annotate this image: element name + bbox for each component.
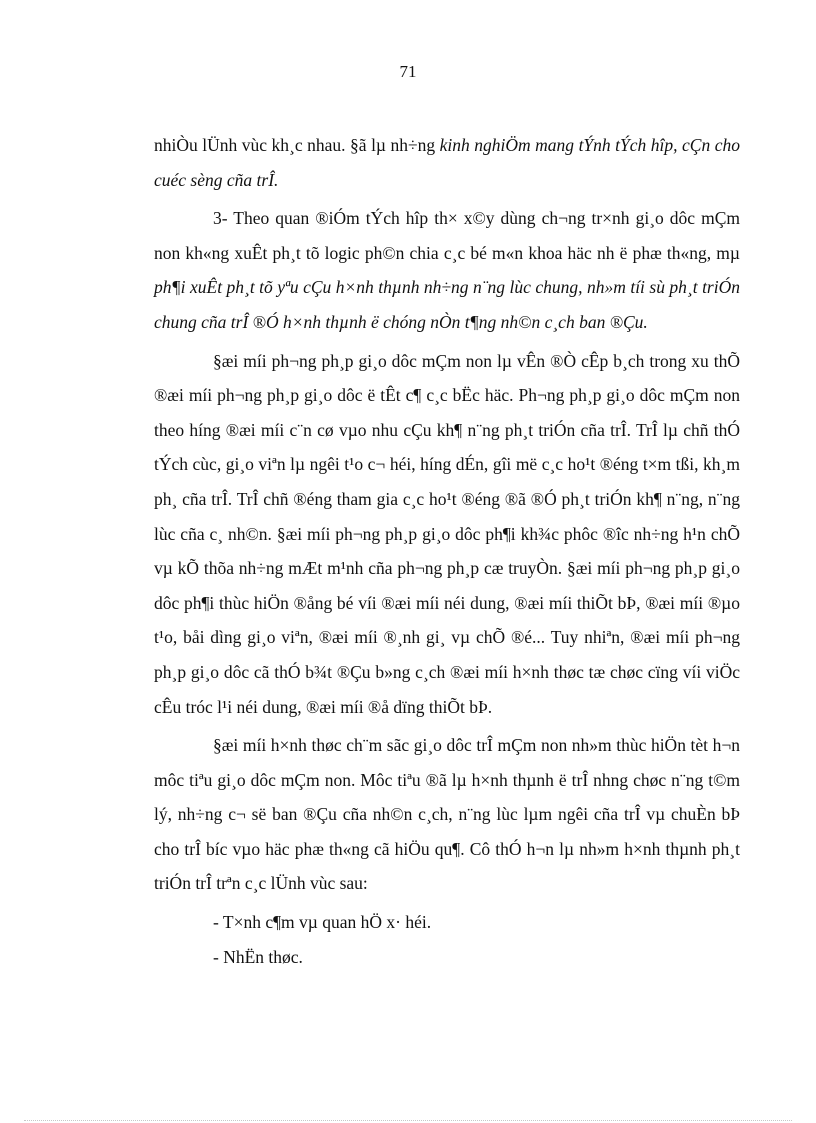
- paragraph-4-text: §æi míi h×nh thøc ch¨m sãc gi¸o dôc trÎ mÇm non nh»m thùc hiÖn tèt h¬n môc tiªu gi¸o dôc mÇm non. Môc tiªu ®ã lµ h×nh thµnh ë trÎ nhng chøc n¨ng t©m lý, nh÷ng c¬ së ban ®Çu cña nh©n c¸ch, n¨ng lùc lµm ngêi cña trÎ vµ chuÈn bÞ cho trÎ bíc vµo häc phæ th«ng cã hiÖu qu¶. Cô thÓ h¬n lµ nh»m h×nh thµnh ph¸t triÓn trÎ trªn c¸c lÜnh vùc sau:: [154, 735, 740, 894]
- paragraph-3-text: §æi míi ph¬ng ph¸p gi¸o dôc mÇm non lµ vÊn ®Ò cÊp b¸ch trong xu thÕ ®æi míi ph¬ng ph¸p gi¸o dôc ë tÊt c¶ c¸c bËc häc. Ph¬ng ph¸p gi¸o dôc mÇm non theo híng ®æi míi c¨n cø vµo nhu cÇu kh¶ n¨ng ph¸t triÓn cña trÎ. TrÎ lµ chñ thÓ tÝch cùc, gi¸o viªn lµ ngêi t¹o c¬ héi, híng dÉn, gîi më c¸c ho¹t ®éng t×m tßi, kh¸m ph¸ cña trÎ. TrÎ chñ ®éng tham gia c¸c ho¹t ®éng ®ã ®Ó ph¸t triÓn kh¶ n¨ng, n¨ng lùc cña c¸ nh©n. §æi míi ph¬ng ph¸p gi¸o dôc ph¶i kh¾c phôc ®îc nh÷ng h¹n chÕ vµ kÕ thõa nh÷ng mÆt m¹nh cña ph¬ng ph¸p cæ truyÒn. §æi míi ph¬ng ph¸p gi¸o dôc ph¶i thùc hiÖn ®ång bé víi ®æi míi néi dung, ®æi míi thiÕt bÞ, ®æi míi ®µo t¹o, båi dìng gi¸o viªn, ®æi míi ®¸nh gi¸ vµ chÕ ®é... Tuy nhiªn, ®æi míi ph¬ng ph¸p gi¸o dôc cã thÓ b¾t ®Çu b»ng c¸ch ®æi míi h×nh thøc tæ chøc cïng víi viÖc cÊu tróc l¹i néi dung, ®æi míi ®å dïng thiÕt bÞ.: [154, 350, 740, 717]
- paragraph-2: [154, 201, 740, 339]
- paragraph-1: [154, 128, 740, 197]
- footer-divider: [24, 1120, 792, 1121]
- document-body: [154, 128, 740, 974]
- paragraph-2-text: 3- Theo quan ®iÓm tÝch hîp th× x©y dùng ch¬ng tr×nh gi¸o dôc mÇm non kh«ng xuÊt ph¸t tõ logic ph©n chia c¸c bé m«n khoa häc nh ë phæ th«ng, mµ: [154, 208, 740, 263]
- page-number: 71: [399, 62, 417, 81]
- paragraph-2-italic: ph¶i xuÊt ph¸t tõ yªu cÇu h×nh thµnh nh÷ng n¨ng lùc chung, nh»m tíi sù ph¸t triÓn chung cña trÎ ®Ó h×nh thµnh ë chóng nÒn t¶ng nh©n c¸ch ban ®Çu.: [154, 277, 740, 332]
- bullet-item: - T×nh c¶m vµ quan hÖ x· héi.: [213, 912, 432, 933]
- paragraph-3: [154, 344, 740, 725]
- paragraph-4: [154, 728, 740, 901]
- paragraph-1-text: nhiÒu lÜnh vùc kh¸c nhau. §ã lµ nh÷ng: [154, 135, 440, 155]
- bullet-item: - NhËn thøc.: [213, 946, 303, 967]
- paragraph-1-italic: kinh nghiÖm mang tÝnh tÝch hîp, cÇn cho cuéc sèng cña trÎ.: [154, 135, 740, 190]
